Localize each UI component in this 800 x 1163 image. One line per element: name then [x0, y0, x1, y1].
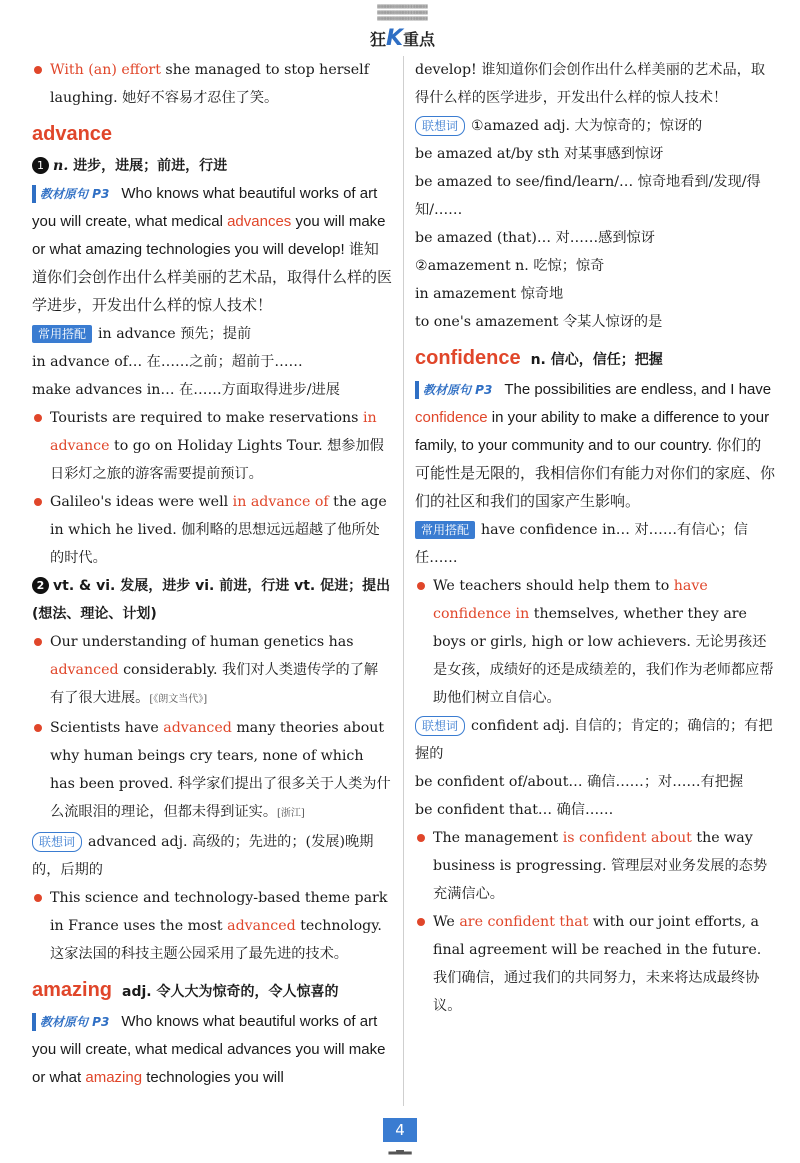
left-column: [32, 56, 392, 1092]
column-divider: [403, 56, 404, 1106]
advance-associated-word: 联想词 advanced adj. 高级的；先进的；(发展)晚期的，后期的: [32, 834, 374, 878]
advance-sense-1: 1 n. 进步，进展；前进，行进: [32, 152, 392, 180]
associated-word-tag: 联想词: [415, 116, 465, 136]
amazing-associated-2: be amazed at/by sth 对某事感到惊讶: [415, 146, 664, 162]
example-with-effort: With (an) effort she managed to stop herself laughing. 她好不容易才忍住了笑。: [32, 56, 392, 112]
collocation-tag: 常用搭配: [415, 521, 475, 539]
logo-left: 狂: [369, 30, 386, 49]
page-number: 4: [383, 1118, 417, 1142]
advance-example-3: Our understanding of human genetics has advanced considerably. 我们对人类遗传学的了解有了很大进展。[《朗文当代》]: [32, 628, 392, 714]
logo-k: K: [385, 26, 404, 51]
advance-example-5: This science and technology-based theme park in France uses the most advanced technology. 这家法国的科技主题公园采用了最先进的技术。: [32, 884, 392, 968]
logo-pattern: ▦▦▦▦▦▦▦▦▦▦▦▦▦▦ ▦▦▦▦▦▦▦▦▦▦▦▦▦▦ ▦▦▦▦▦▦▦▦▦▦▦▦▦▦: [377, 4, 428, 22]
amazing-source-continuation: develop! 谁知道你们会创作出什么样美丽的艺术品，取得什么样的医学进步，开发出什么样的惊人技术！: [415, 62, 766, 106]
amazing-associated-4: be amazed (that)… 对……感到惊讶: [415, 230, 655, 246]
amazing-source-sentence: 教材原句 P3 Who knows what beautiful works of art you will create, what medical advances you will make or what amazing technologies you will: [32, 1013, 386, 1086]
headword-advance: advance: [32, 123, 113, 145]
right-column: [415, 56, 775, 1020]
page-header: [0, 0, 800, 52]
advance-sense-2: 2 vt. & vi. 发展，进步 vi. 前进，行进 vt. 促进；提出(想法、理论、计划): [32, 578, 391, 622]
associated-word-tag: 联想词: [415, 716, 465, 736]
source-tag: 教材原句 P3: [32, 185, 115, 203]
confidence-associated-3: be confident that… 确信……: [415, 802, 614, 818]
entry-amazing: amazing adj. 令人大为惊奇的，令人惊喜的: [32, 974, 392, 1008]
entry-advance: [32, 118, 392, 152]
advance-source-sentence: 教材原句 P3 Who knows what beautiful works of art you will create, what medical advances you will make or what amazing technologies you will develop! 谁知道你们会创作出什么样美丽的艺术品，取得什么样的医学进步，开发出什么样的惊人技术！: [32, 185, 393, 314]
book-logo: [355, 4, 450, 50]
advance-collocation-1: 常用搭配 in advance 预先；提前: [32, 320, 392, 348]
advance-collocation-2: in advance of… 在……之前；超前于……: [32, 354, 303, 370]
logo-right: 重点: [403, 30, 436, 49]
advance-example-2: Galileo's ideas were well in advance of the age in which he lived. 伽利略的思想远远超越了他所处的时代。: [32, 488, 392, 572]
collocation-tag: 常用搭配: [32, 325, 92, 343]
confidence-example-3: We are confident that with our joint efforts, a final agreement will be reached in the future. 我们确信，通过我们的共同努力，未来将达成最终协议。: [415, 908, 775, 1020]
advance-collocation-3: make advances in… 在……方面取得进步/进展: [32, 382, 340, 398]
confidence-example-1: We teachers should help them to have confidence in themselves, whether they are boys or girls, high or low achievers. 无论男孩还是女孩，成绩好的还是成绩差的，我们作为老师都应帮助他们树立自信心。: [415, 572, 775, 712]
confidence-collocation-1: 常用搭配 have confidence in… 对……有信心；信任……: [415, 522, 748, 566]
source-tag: 教材原句 P3: [32, 1013, 115, 1031]
amazing-associated-1: 联想词 ①amazed adj. 大为惊奇的；惊讶的: [415, 112, 775, 140]
amazing-associated-6: in amazement 惊奇地: [415, 286, 564, 302]
headword-amazing: amazing: [32, 979, 113, 1001]
amazing-associated-7: to one's amazement 令某人惊讶的是: [415, 314, 663, 330]
source-tag: 教材原句 P3: [415, 381, 498, 399]
headword-confidence: confidence: [415, 347, 521, 369]
footer-ornament: ▂▃▂: [388, 1144, 412, 1155]
confidence-source-sentence: 教材原句 P3 The possibilities are endless, and I have confidence in your ability to make a difference to your family, to your community and to our country. 你们的可能性是无限的，我相信你们有能力对你们的家庭、你们的社区和我们的国家产生影响。: [415, 381, 776, 510]
amazing-associated-5: ②amazement n. 吃惊；惊奇: [415, 258, 605, 274]
confidence-example-2: The management is confident about the way business is progressing. 管理层对业务发展的态势充满信心。: [415, 824, 775, 908]
amazing-associated-3: be amazed to see/find/learn/… 惊奇地看到/发现/得知/……: [415, 174, 761, 218]
associated-word-tag: 联想词: [32, 832, 82, 852]
entry-confidence: confidence n. 信心，信任；把握: [415, 342, 775, 376]
confidence-associated-1: 联想词 confident adj. 自信的；肯定的；确信的；有把握的: [415, 718, 773, 762]
advance-example-1: Tourists are required to make reservations in advance to go on Holiday Lights Tour. 想参加假日彩灯之旅的游客需要提前预订。: [32, 404, 392, 488]
advance-example-4: Scientists have advanced many theories about why human beings cry tears, none of which has been proved. 科学家们提出了很多关于人类为什么流眼泪的理论，但都未得到证实。[浙江]: [32, 714, 392, 828]
confidence-associated-2: be confident of/about… 确信……；对……有把握: [415, 774, 744, 790]
